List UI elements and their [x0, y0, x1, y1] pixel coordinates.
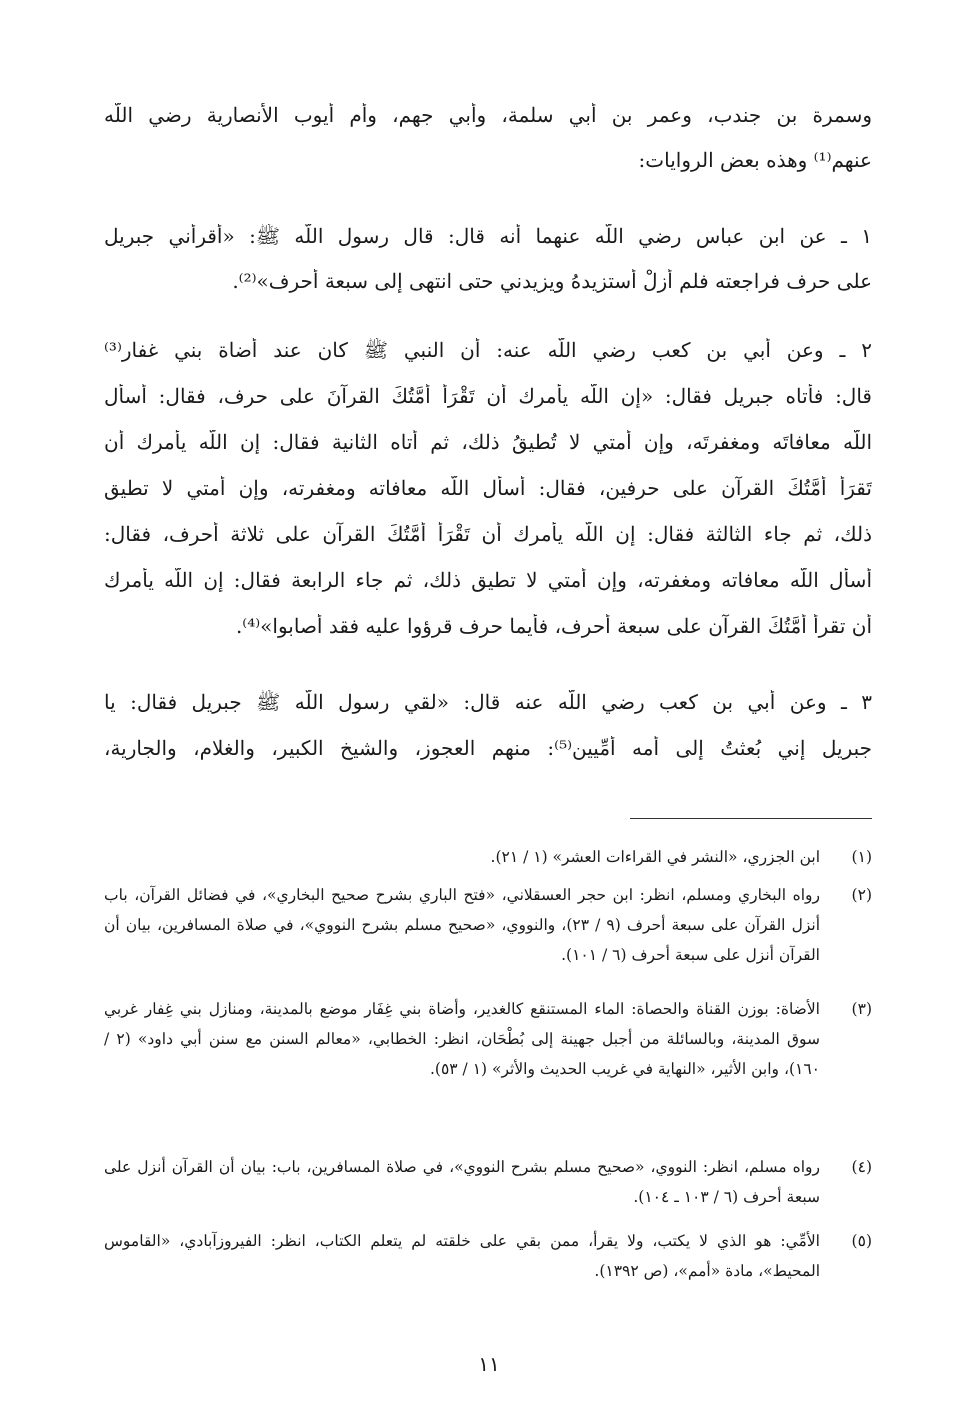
- body-line: على حرف فراجعته فلم أزلْ أستزيدهُ ويزيدني حتى انتهى إلى سبعة أحرف»⁽²⁾.: [232, 269, 872, 293]
- body-line: عنهم⁽¹⁾ وهذه بعض الروايات:: [638, 148, 872, 172]
- footnote-text: ابن الجزري، «النشر في القراءات العشر» (١ / ٢١).: [490, 848, 820, 866]
- body-line: قال: فأتاه جبريل فقال: «إن اللّه يأمرك أن تَقْرَأَ أُمَّتُكَ القرآنَ على حرف، فقال: أسأل: [104, 384, 872, 408]
- body-line: تَقرَأَ أُمَّتُكَ القرآن على حرفين، فقال: أسأل اللّه معافاته ومغفرته، وإن أمتي لا تطيق: [104, 476, 872, 500]
- body-line: ٣ ـ وعن أبي بن كعب رضي اللّه عنه قال: «لقي رسول اللّه ﷺ جبريل فقال: يا: [104, 690, 872, 714]
- footnote-text: الأمِّي: هو الذي لا يكتب، ولا يقرأ، ممن بقي على خلقته لم يتعلم الكتاب، انظر: الفيروزآبادي، «القاموس المحيط»، مادة «أمم»، (ص ١٣٩٢).: [104, 1232, 820, 1280]
- footnote-number: (١): [851, 848, 872, 866]
- footnote-number: (٣): [851, 1000, 872, 1018]
- footnote: [104, 994, 872, 1084]
- footnote: [104, 1226, 872, 1286]
- footnote-text: رواه البخاري ومسلم، انظر: ابن حجر العسقلاني، «فتح الباري بشرح صحيح البخاري»، في فضائل القرآن، باب أنزل القرآن على سبعة أحرف (٩ / ٢٣)، والنووي، «صحيح مسلم بشرح النووي»، في صلاة المسافرين، بيان أن القرآن أنزل على سبعة أحرف (٦ / ١٠١).: [104, 886, 821, 964]
- body-line: ذلك، ثم جاء الثالثة فقال: إن اللّه يأمرك أن تَقْرَأَ أُمَّتُكَ القرآن على ثلاثة أحرف، فقال:: [104, 522, 872, 546]
- page-number: ١١: [478, 1352, 500, 1376]
- body-line: جبريل إني بُعثتُ إلى أمه أُمِّيين⁽⁵⁾: منهم العجوز، والشيخ الكبير، والغلام، والجارية،: [104, 736, 872, 760]
- footnote-number: (٢): [851, 886, 872, 904]
- body-line: وسمرة بن جندب، وعمر بن أبي سلمة، وأبي جهم، وأم أيوب الأنصارية رضي اللّه: [104, 103, 872, 127]
- footnote-number: (٥): [851, 1232, 872, 1250]
- footnote: [104, 1152, 872, 1212]
- body-line: أن تقرأ أمَّتُكَ القرآن على سبعة أحرف، فأيما حرف قرؤوا عليه فقد أصابوا»⁽⁴⁾.: [235, 614, 872, 638]
- body-line: اللّه معافاتَه ومغفرتَه، وإن أمتي لا تُطيقُ ذلك، ثم أتاه الثانية فقال: إن اللّه يأمرك أن: [104, 430, 872, 454]
- footnote: [104, 842, 872, 872]
- footnote: [104, 880, 872, 970]
- footnote-text: الأضاة: بوزن القناة والحصاة: الماء المستنقع كالغدير، وأضاة بني غِفَار موضع بالمدينة، ومنازل بني غِفار غربي سوق المدينة، وبالسائلة من أجبل جهينة إلى بُطْحَان، انظر: الخطابي، «معالم السنن مع سنن أبي داود» (٢ / ١٦٠)، وابن الأثير، «النهاية في غريب الحديث والأثر» (١ / ٥٣).: [104, 1000, 820, 1078]
- footnote-text: رواه مسلم، انظر: النووي، «صحيح مسلم بشرح النووي»، في صلاة المسافرين، باب: بيان أن القرآن أنزل على سبعة أحرف (٦ / ١٠٣ ـ ١٠٤).: [104, 1158, 820, 1206]
- body-line: ٢ ـ وعن أبي بن كعب رضي اللّه عنه: أن النبي ﷺ كان عند أضاة بني غفار⁽³⁾: [104, 338, 872, 362]
- body-line: ١ ـ عن ابن عباس رضي اللّه عنهما أنه قال: قال رسول اللّه ﷺ: «أقرأني جبريل: [104, 224, 872, 248]
- body-line: أسأل اللّه معافاته ومغفرته، وإن أمتي لا تطيق ذلك، ثم جاء الرابعة فقال: إن اللّه يأمرك: [104, 568, 872, 592]
- footnote-number: (٤): [851, 1158, 872, 1176]
- footnote-separator: [630, 818, 872, 819]
